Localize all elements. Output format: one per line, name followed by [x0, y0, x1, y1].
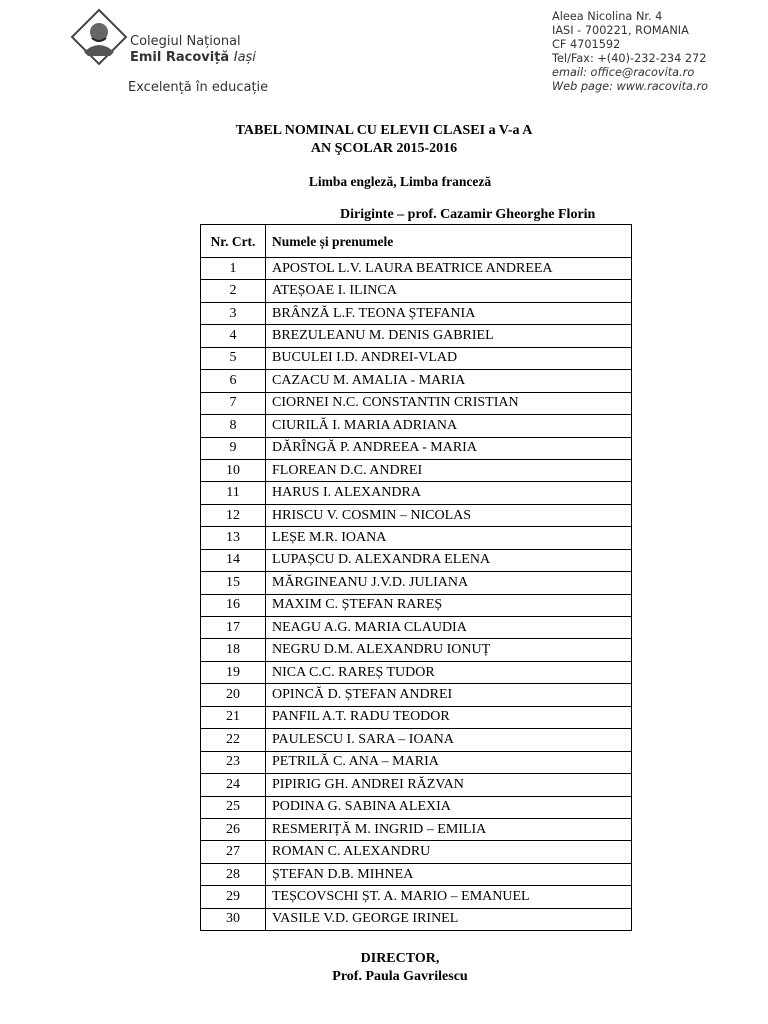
- row-number: 4: [201, 325, 266, 347]
- row-number: 28: [201, 863, 266, 885]
- row-number: 27: [201, 841, 266, 863]
- student-name: BUCULEI I.D. ANDREI-VLAD: [266, 347, 632, 369]
- row-number: 25: [201, 796, 266, 818]
- table-row: [201, 886, 632, 908]
- row-number: 18: [201, 639, 266, 661]
- school-name-racovita: Emil Racoviță: [130, 50, 230, 65]
- student-name: CIORNEI N.C. CONSTANTIN CRISTIAN: [266, 392, 632, 414]
- student-name: APOSTOL L.V. LAURA BEATRICE ANDREEA: [266, 258, 632, 280]
- row-number: 22: [201, 729, 266, 751]
- student-name: BREZULEANU M. DENIS GABRIEL: [266, 325, 632, 347]
- header-name: Numele și prenumele: [266, 225, 632, 258]
- table-row: [201, 863, 632, 885]
- row-number: 15: [201, 572, 266, 594]
- table-row: [201, 392, 632, 414]
- row-number: 21: [201, 706, 266, 728]
- student-name: LEȘE M.R. IOANA: [266, 527, 632, 549]
- student-name: ATEȘOAE I. ILINCA: [266, 280, 632, 302]
- document-title: TABEL NOMINAL CU ELEVII CLASEI a V-a A: [235, 123, 533, 138]
- school-name-line2: [130, 50, 256, 66]
- student-name: ȘTEFAN D.B. MIHNEA: [266, 863, 632, 885]
- student-name: BRÂNZĂ L.F. TEONA ȘTEFANIA: [266, 302, 632, 324]
- table-row: [201, 617, 632, 639]
- row-number: 17: [201, 617, 266, 639]
- header-nr: Nr. Crt.: [201, 225, 266, 258]
- director-title: DIRECTOR,: [360, 951, 440, 966]
- table-row: [201, 729, 632, 751]
- row-number: 13: [201, 527, 266, 549]
- student-name: OPINCĂ D. ȘTEFAN ANDREI: [266, 684, 632, 706]
- student-name: RESMERIȚĂ M. INGRID – EMILIA: [266, 818, 632, 840]
- table-header-row: [201, 225, 632, 258]
- student-name: NEGRU D.M. ALEXANDRU IONUȚ: [266, 639, 632, 661]
- row-number: 30: [201, 908, 266, 930]
- table-row: [201, 572, 632, 594]
- row-number: 24: [201, 774, 266, 796]
- table-row: [201, 908, 632, 930]
- school-city: Iași: [233, 50, 256, 65]
- student-name: CAZACU M. AMALIA - MARIA: [266, 370, 632, 392]
- student-name: NEAGU A.G. MARIA CLAUDIA: [266, 617, 632, 639]
- table-body: [201, 258, 632, 931]
- table-row: [201, 527, 632, 549]
- table-row: [201, 482, 632, 504]
- table-row: [201, 549, 632, 571]
- address-line: Aleea Nicolina Nr. 4: [552, 10, 663, 23]
- table-row: [201, 415, 632, 437]
- student-name: PIPIRIG GH. ANDREI RĂZVAN: [266, 774, 632, 796]
- table-row: [201, 325, 632, 347]
- row-number: 5: [201, 347, 266, 369]
- table-row: [201, 639, 632, 661]
- table-row: [201, 459, 632, 481]
- row-number: 14: [201, 549, 266, 571]
- row-number: 6: [201, 370, 266, 392]
- row-number: 10: [201, 459, 266, 481]
- table-row: [201, 302, 632, 324]
- table-row: [201, 684, 632, 706]
- table-row: [201, 796, 632, 818]
- student-name: HARUS I. ALEXANDRA: [266, 482, 632, 504]
- school-year: AN ŞCOLAR 2015-2016: [310, 141, 458, 156]
- table-row: [201, 841, 632, 863]
- director-name: Prof. Paula Gavrilescu: [332, 969, 468, 984]
- school-name: [130, 34, 256, 66]
- student-name: MĂRGINEANU J.V.D. JULIANA: [266, 572, 632, 594]
- row-number: 11: [201, 482, 266, 504]
- student-name: PANFIL A.T. RADU TEODOR: [266, 706, 632, 728]
- school-motto: Excelență în educație: [128, 80, 269, 95]
- school-name-line1: Colegiul Național: [130, 34, 241, 49]
- table-row: [201, 280, 632, 302]
- row-number: 12: [201, 504, 266, 526]
- address-line: IASI - 700221, ROMANIA: [552, 24, 689, 37]
- student-name: DĂRÎNGĂ P. ANDREEA - MARIA: [266, 437, 632, 459]
- student-name: LUPAȘCU D. ALEXANDRA ELENA: [266, 549, 632, 571]
- table-row: [201, 347, 632, 369]
- table-row: [201, 661, 632, 683]
- row-number: 23: [201, 751, 266, 773]
- school-address: [552, 10, 708, 94]
- row-number: 7: [201, 392, 266, 414]
- student-name: HRISCU V. COSMIN – NICOLAS: [266, 504, 632, 526]
- address-line: Tel/Fax: +(40)-232-234 272: [552, 52, 707, 65]
- row-number: 3: [201, 302, 266, 324]
- table-row: [201, 504, 632, 526]
- row-number: 16: [201, 594, 266, 616]
- row-number: 9: [201, 437, 266, 459]
- table-row: [201, 706, 632, 728]
- row-number: 19: [201, 661, 266, 683]
- row-number: 2: [201, 280, 266, 302]
- row-number: 1: [201, 258, 266, 280]
- table-row: [201, 818, 632, 840]
- letterhead: [0, 0, 768, 110]
- student-name: PETRILĂ C. ANA – MARIA: [266, 751, 632, 773]
- student-name: TEȘCOVSCHI ȘT. A. MARIO – EMANUEL: [266, 886, 632, 908]
- row-number: 8: [201, 415, 266, 437]
- student-name: CIURILĂ I. MARIA ADRIANA: [266, 415, 632, 437]
- class-teacher: Diriginte – prof. Cazamir Gheorghe Florin: [340, 207, 596, 222]
- table-row: [201, 594, 632, 616]
- row-number: 26: [201, 818, 266, 840]
- table-row: [201, 258, 632, 280]
- student-name: PODINA G. SABINA ALEXIA: [266, 796, 632, 818]
- director-signature: [0, 950, 768, 986]
- row-number: 29: [201, 886, 266, 908]
- table-row: [201, 437, 632, 459]
- address-email: email: office@racovita.ro: [552, 66, 695, 79]
- address-line: CF 4701592: [552, 38, 621, 51]
- table-row: [201, 751, 632, 773]
- student-name: ROMAN C. ALEXANDRU: [266, 841, 632, 863]
- subject-line: Limba engleză, Limba franceză: [308, 174, 492, 189]
- row-number: 20: [201, 684, 266, 706]
- student-table: [200, 224, 632, 931]
- student-name: VASILE V.D. GEORGE IRINEL: [266, 908, 632, 930]
- student-name: FLOREAN D.C. ANDREI: [266, 459, 632, 481]
- student-name: PAULESCU I. SARA – IOANA: [266, 729, 632, 751]
- address-web: Web page: www.racovita.ro: [552, 80, 709, 93]
- table-row: [201, 774, 632, 796]
- student-name: MAXIM C. ȘTEFAN RAREȘ: [266, 594, 632, 616]
- table-row: [201, 370, 632, 392]
- school-logo-icon: [70, 8, 128, 66]
- student-name: NICA C.C. RAREȘ TUDOR: [266, 661, 632, 683]
